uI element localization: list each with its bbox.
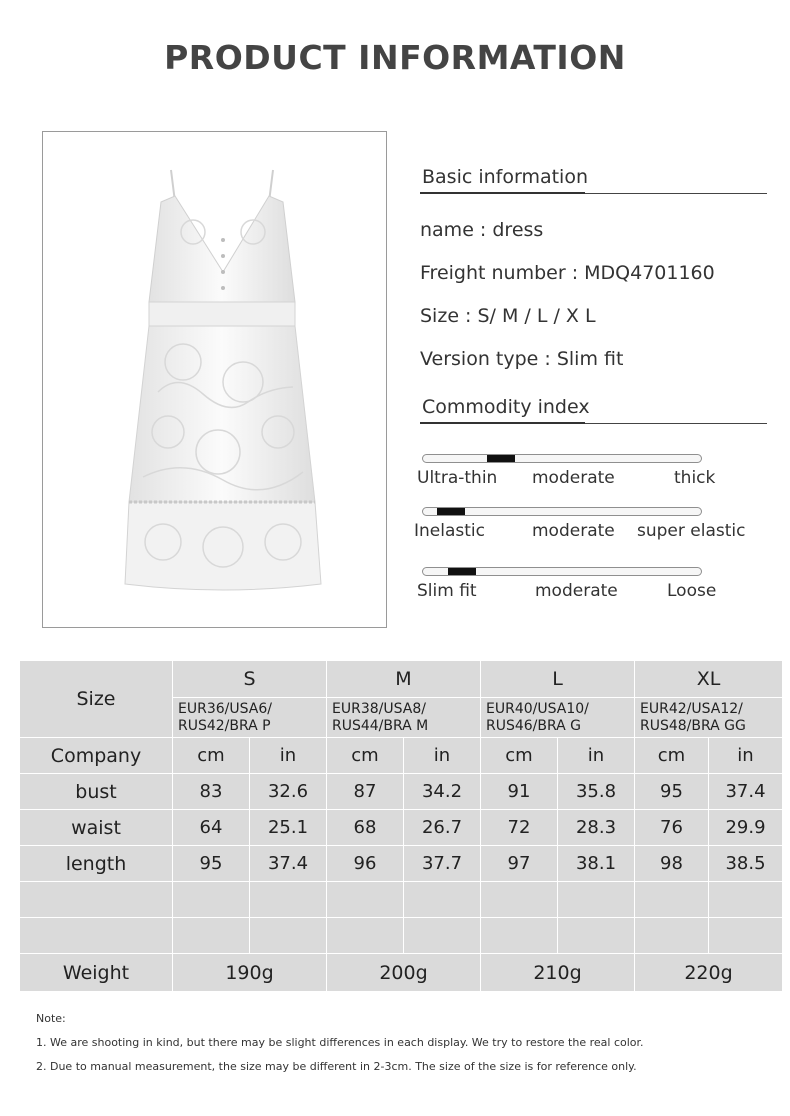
fit-scale xyxy=(422,567,702,576)
size-header: Size xyxy=(20,661,173,738)
version-type: Version type : Slim fit xyxy=(420,348,624,370)
fit-label-high: Loose xyxy=(667,581,717,601)
size-options: Size : S/ M / L / X L xyxy=(420,305,596,327)
thickness-scale xyxy=(422,454,702,463)
measure-value: 32.6 xyxy=(250,774,327,810)
unit-in: in xyxy=(709,738,783,774)
size-l-header: L xyxy=(481,661,635,698)
size-m-equivalents: EUR38/USA8/ RUS44/BRA M xyxy=(327,698,481,738)
unit-in: in xyxy=(404,738,481,774)
measure-label: bust xyxy=(20,774,173,810)
empty-cell xyxy=(173,882,250,918)
empty-cell xyxy=(327,882,404,918)
empty-cell xyxy=(635,882,709,918)
measure-label: waist xyxy=(20,810,173,846)
empty-cell xyxy=(635,918,709,954)
unit-cm: cm xyxy=(173,738,250,774)
weight-header: Weight xyxy=(20,954,173,992)
basic-information-rule xyxy=(585,193,767,194)
empty-cell xyxy=(327,918,404,954)
weight-l: 210g xyxy=(481,954,635,992)
table-row-empty xyxy=(20,882,783,918)
elasticity-label-high: super elastic xyxy=(637,521,746,541)
unit-cm: cm xyxy=(481,738,558,774)
empty-cell xyxy=(250,918,327,954)
measure-value: 95 xyxy=(173,846,250,882)
measure-value: 98 xyxy=(635,846,709,882)
fit-label-low: Slim fit xyxy=(417,581,477,601)
measure-value: 72 xyxy=(481,810,558,846)
size-xl-equivalents: EUR42/USA12/ RUS48/BRA GG xyxy=(635,698,783,738)
elasticity-indicator xyxy=(437,508,465,515)
thickness-label-high: thick xyxy=(674,468,716,488)
size-chart-table xyxy=(19,660,783,992)
weight-xl: 220g xyxy=(635,954,783,992)
unit-in: in xyxy=(250,738,327,774)
empty-cell xyxy=(558,918,635,954)
unit-cm: cm xyxy=(327,738,404,774)
fit-label-mid: moderate xyxy=(535,581,618,601)
company-header: Company xyxy=(20,738,173,774)
fit-indicator xyxy=(448,568,476,575)
measure-value: 25.1 xyxy=(250,810,327,846)
measure-value: 29.9 xyxy=(709,810,783,846)
measure-value: 68 xyxy=(327,810,404,846)
measure-value: 28.3 xyxy=(558,810,635,846)
product-photo-frame xyxy=(42,131,387,628)
table-row xyxy=(20,774,783,810)
measure-value: 64 xyxy=(173,810,250,846)
empty-cell xyxy=(404,882,481,918)
measure-value: 37.4 xyxy=(250,846,327,882)
size-m-header: M xyxy=(327,661,481,698)
measure-value: 91 xyxy=(481,774,558,810)
measure-value: 97 xyxy=(481,846,558,882)
page-title: PRODUCT INFORMATION xyxy=(164,38,626,77)
measure-value: 35.8 xyxy=(558,774,635,810)
note-line-1: 1. We are shooting in kind, but there may be slight differences in each display. We try to restore the real color. xyxy=(36,1036,644,1049)
measure-value: 34.2 xyxy=(404,774,481,810)
empty-cell xyxy=(709,882,783,918)
basic-information-heading: Basic information xyxy=(422,166,588,188)
measure-value: 76 xyxy=(635,810,709,846)
table-row xyxy=(20,810,783,846)
basic-information-underline xyxy=(420,192,585,194)
thickness-label-mid: moderate xyxy=(532,468,615,488)
table-row-empty xyxy=(20,918,783,954)
weight-s: 190g xyxy=(173,954,327,992)
table-row xyxy=(20,846,783,882)
note-line-2: 2. Due to manual measurement, the size may be different in 2-3cm. The size of the size is for reference only. xyxy=(36,1060,637,1073)
elasticity-label-low: Inelastic xyxy=(414,521,485,541)
empty-cell xyxy=(558,882,635,918)
empty-cell xyxy=(250,882,327,918)
unit-in: in xyxy=(558,738,635,774)
measure-label: length xyxy=(20,846,173,882)
elasticity-scale xyxy=(422,507,702,516)
size-s-header: S xyxy=(173,661,327,698)
weight-m: 200g xyxy=(327,954,481,992)
measure-value: 95 xyxy=(635,774,709,810)
empty-cell xyxy=(481,918,558,954)
measure-value: 38.1 xyxy=(558,846,635,882)
freight-number: Freight number : MDQ4701160 xyxy=(420,262,715,284)
empty-cell xyxy=(709,918,783,954)
measure-value: 26.7 xyxy=(404,810,481,846)
elasticity-label-mid: moderate xyxy=(532,521,615,541)
size-xl-header: XL xyxy=(635,661,783,698)
empty-cell xyxy=(20,918,173,954)
measure-value: 96 xyxy=(327,846,404,882)
measure-value: 37.7 xyxy=(404,846,481,882)
measure-value: 38.5 xyxy=(709,846,783,882)
empty-cell xyxy=(404,918,481,954)
product-name: name : dress xyxy=(420,219,544,241)
size-l-equivalents: EUR40/USA10/ RUS46/BRA G xyxy=(481,698,635,738)
empty-cell xyxy=(20,882,173,918)
measure-value: 37.4 xyxy=(709,774,783,810)
note-title: Note: xyxy=(36,1012,66,1025)
measure-value: 87 xyxy=(327,774,404,810)
size-s-equivalents: EUR36/USA6/ RUS42/BRA P xyxy=(173,698,327,738)
measure-value: 83 xyxy=(173,774,250,810)
white-lace-dress-image xyxy=(43,132,388,629)
empty-cell xyxy=(481,882,558,918)
thickness-label-low: Ultra-thin xyxy=(417,468,498,488)
empty-cell xyxy=(173,918,250,954)
commodity-index-underline xyxy=(420,422,585,424)
commodity-index-rule xyxy=(585,423,767,424)
thickness-indicator xyxy=(487,455,515,462)
unit-cm: cm xyxy=(635,738,709,774)
commodity-index-heading: Commodity index xyxy=(422,396,590,418)
